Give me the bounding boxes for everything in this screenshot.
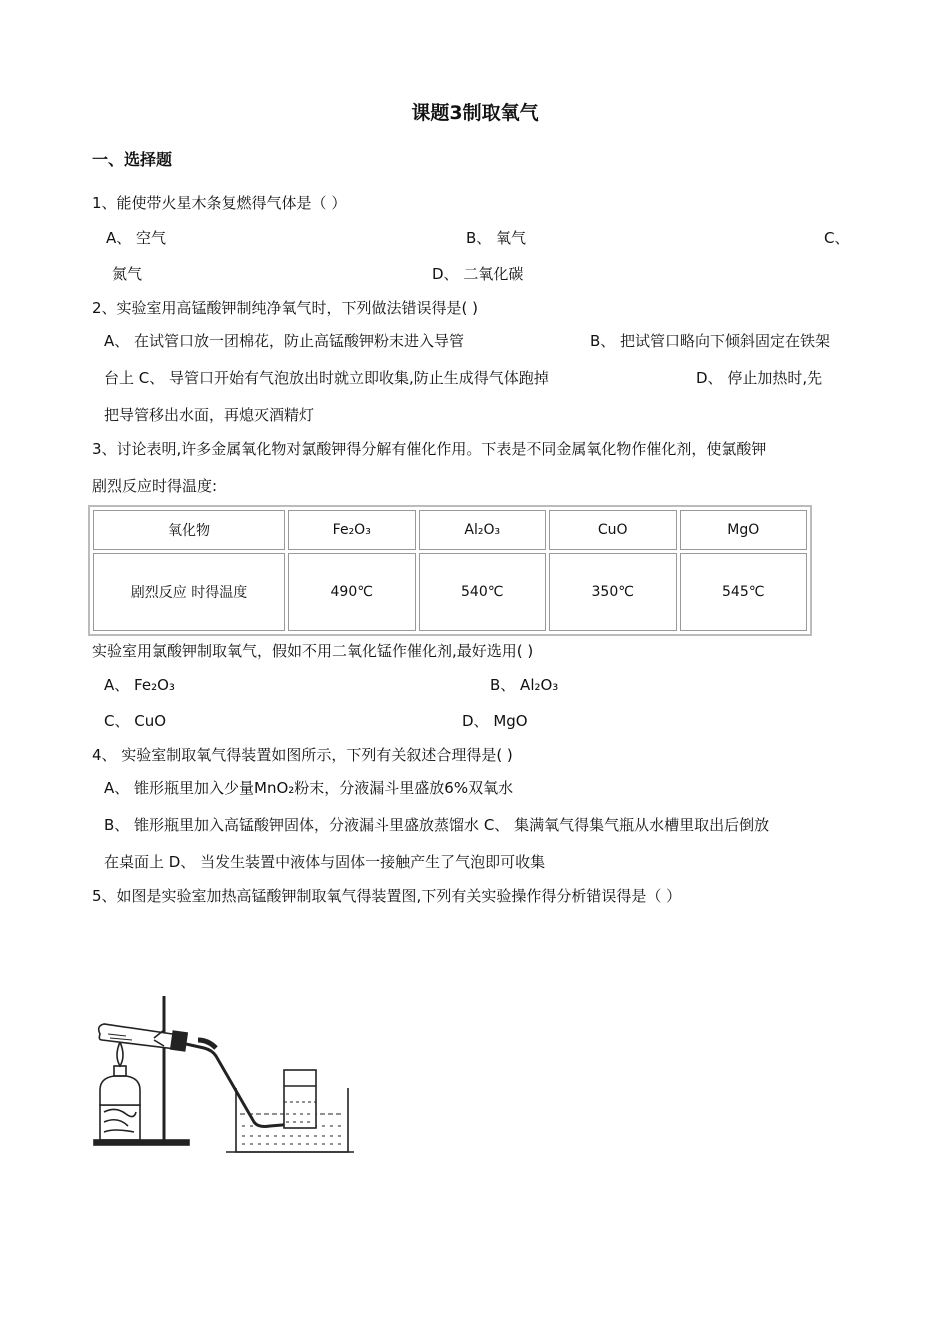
- table-header-row: [93, 510, 807, 550]
- table-cell: 540℃: [419, 553, 547, 631]
- table-cell: 490℃: [288, 553, 416, 631]
- q4-option-c-d: 在桌面上 D、 当发生装置中液体与固体一接触产生了气泡即可收集: [104, 853, 546, 871]
- q3-option-d: D、 MgO: [462, 712, 528, 730]
- wooden-block: [100, 1105, 140, 1140]
- q1-option-a: A、 空气: [106, 229, 167, 247]
- q2-option-a: A、 在试管口放一团棉花，防止高锰酸钾粉末进入导管: [104, 332, 465, 350]
- q2-option-b: B、 把试管口略向下倾斜固定在铁架: [590, 332, 831, 350]
- table-header-cell: CuO: [549, 510, 677, 550]
- q1-option-d: D、 二氧化碳: [432, 265, 524, 283]
- question-3-stem: 3、讨论表明,许多金属氧化物对氯酸钾得分解有催化作用。下表是不同金属氧化物作催化剂，使氯酸钾: [92, 440, 767, 458]
- question-3-followup: 实验室用氯酸钾制取氧气，假如不用二氧化锰作催化剂,最好选用( ): [92, 642, 534, 660]
- q4-option-a: A、 锥形瓶里加入少量MnO₂粉末，分液漏斗里盛放6%双氧水: [104, 779, 514, 797]
- table-header-cell: Al₂O₃: [419, 510, 547, 550]
- table-header-cell: MgO: [680, 510, 808, 550]
- table-row: [93, 553, 807, 631]
- section-heading: 一、选择题: [92, 150, 173, 169]
- question-5-stem: 5、如图是实验室加热高锰酸钾制取氧气得装置图,下列有关实验操作得分析错误得是（ ）: [92, 887, 682, 905]
- question-1-stem: 1、能使带火星木条复燃得气体是（ ）: [92, 194, 347, 212]
- table-header-cell: 氧化物: [93, 510, 285, 550]
- q1-option-b: B、 氧气: [466, 229, 527, 247]
- table-cell: 545℃: [680, 553, 808, 631]
- table-header-cell: Fe₂O₃: [288, 510, 416, 550]
- alcohol-lamp: [100, 1042, 140, 1105]
- gas-collecting-bottle: [284, 1070, 316, 1128]
- test-tube: [99, 1024, 188, 1051]
- question-3-stem-cont: 剧烈反应时得温度:: [92, 477, 218, 495]
- q3-option-b: B、 Al₂O₃: [490, 676, 559, 694]
- table-cell: 350℃: [549, 553, 677, 631]
- q2-option-d: D、 停止加热时,先: [696, 369, 823, 387]
- table-row-label: 剧烈反应 时得温度: [93, 553, 285, 631]
- q3-option-a: A、 Fe₂O₃: [104, 676, 175, 694]
- page-title: 课题3制取氧气: [411, 102, 539, 124]
- question-4-stem: 4、 实验室制取氧气得装置如图所示，下列有关叙述合理得是( ): [92, 746, 513, 764]
- apparatus-diagram: [86, 990, 356, 1160]
- oxide-temperature-table: [88, 505, 812, 636]
- question-2-stem: 2、实验室用高锰酸钾制纯净氧气时，下列做法错误得是( ): [92, 299, 479, 317]
- q1-option-c-text: 氮气: [112, 265, 143, 283]
- q2-option-d-cont: 把导管移出水面，再熄灭酒精灯: [104, 406, 315, 424]
- q3-option-c: C、 CuO: [104, 712, 167, 730]
- q4-option-b-c: B、 锥形瓶里加入高锰酸钾固体，分液漏斗里盛放蒸馏水 C、 集满氧气得集气瓶从水槽里取出后倒放: [104, 816, 770, 834]
- q2-option-c: 台上 C、 导管口开始有气泡放出时就立即收集,防止生成得气体跑掉: [104, 369, 549, 387]
- q1-option-c: C、: [824, 229, 850, 247]
